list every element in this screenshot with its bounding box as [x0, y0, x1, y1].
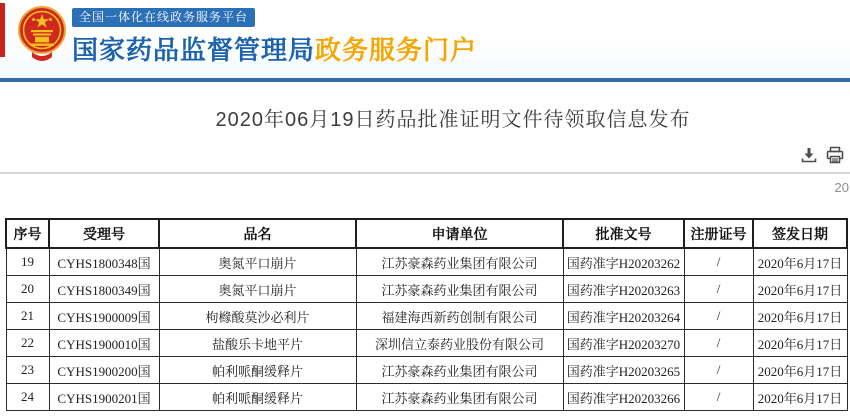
table-cell: 2020年6月17日 [753, 276, 847, 303]
banner-text [72, 8, 477, 67]
table-cell: 帕利哌酮缓释片 [159, 357, 356, 384]
table-cell: 22 [6, 330, 49, 357]
table-cell: 国药准字H20203266 [563, 384, 684, 411]
table-cell: 2020年6月17日 [753, 384, 847, 411]
site-header [0, 0, 850, 82]
table-cell: 国药准字H20203265 [563, 357, 684, 384]
table-cell: 江苏豪森药业集团有限公司 [356, 357, 563, 384]
table-cell: / [684, 384, 753, 411]
table-cell: 2020年6月17日 [753, 357, 847, 384]
table-cell: CYHS1900009国 [49, 303, 159, 330]
portal-name: 政务服务门户 [315, 35, 478, 65]
col-header-acceptance-no: 受理号 [49, 219, 159, 248]
table-row [6, 303, 847, 330]
table-cell: 奥氮平口崩片 [159, 248, 356, 276]
table-row [6, 248, 847, 276]
table-cell: 国药准字H20203270 [563, 330, 684, 357]
left-edge-red-strip [0, 3, 5, 57]
table-cell: / [684, 357, 753, 384]
table-cell: 2020年6月17日 [753, 303, 847, 330]
print-button[interactable] [826, 146, 844, 164]
col-header-applicant: 申请单位 [356, 219, 563, 248]
site-title [72, 30, 477, 67]
approvals-table [5, 218, 848, 411]
table-cell: 江苏豪森药业集团有限公司 [356, 276, 563, 303]
org-name: 国家药品监督管理局 [72, 35, 316, 65]
divider [0, 172, 850, 174]
national-emblem-icon [18, 2, 66, 64]
table-body [6, 248, 847, 411]
table-cell: 国药准字H20203264 [563, 303, 684, 330]
col-header-seq: 序号 [6, 219, 49, 248]
publish-date-clipped: 20 [834, 180, 849, 195]
table-cell: 21 [6, 303, 49, 330]
table-cell: 奥氮平口崩片 [159, 276, 356, 303]
table-cell: 深圳信立泰药业股份有限公司 [356, 330, 563, 357]
table-cell: / [684, 248, 753, 276]
table-cell: CYHS1800348国 [49, 248, 159, 276]
table-cell: / [684, 303, 753, 330]
print-icon [826, 146, 844, 164]
table-cell: 24 [6, 384, 49, 411]
table-cell: CYHS1900200国 [49, 357, 159, 384]
table-cell: / [684, 276, 753, 303]
table-cell: 19 [6, 248, 49, 276]
table-cell: 江苏豪森药业集团有限公司 [356, 248, 563, 276]
table-cell: 福建海西新药创制有限公司 [356, 303, 563, 330]
table-row [6, 330, 847, 357]
col-header-issue-date: 签发日期 [753, 219, 847, 248]
table-cell: 盐酸乐卡地平片 [159, 330, 356, 357]
table-cell: 2020年6月17日 [753, 248, 847, 276]
table-row [6, 357, 847, 384]
download-button[interactable] [800, 146, 818, 164]
download-icon [800, 146, 818, 164]
table-cell: CYHS1800349国 [49, 276, 159, 303]
table-row [6, 276, 847, 303]
col-header-registration-no: 注册证号 [684, 219, 753, 248]
col-header-approval-no: 批准文号 [563, 219, 684, 248]
table-cell: 23 [6, 357, 49, 384]
platform-badge: 全国一体化在线政务服务平台 [72, 8, 255, 27]
table-cell: 国药准字H20203262 [563, 248, 684, 276]
table-cell: 20 [6, 276, 49, 303]
table-cell: 江苏豪森药业集团有限公司 [356, 384, 563, 411]
table-row [6, 384, 847, 411]
table-cell: 2020年6月17日 [753, 330, 847, 357]
table-header-row [6, 219, 847, 248]
table-cell: CYHS1900201国 [49, 384, 159, 411]
table-cell: / [684, 330, 753, 357]
table-cell: 国药准字H20203263 [563, 276, 684, 303]
table-cell: 枸橼酸莫沙必利片 [159, 303, 356, 330]
toolbar [800, 146, 844, 164]
page-title: 2020年06月19日药品批准证明文件待领取信息发布 [215, 109, 691, 131]
table-cell: 帕利哌酮缓释片 [159, 384, 356, 411]
col-header-product-name: 品名 [159, 219, 356, 248]
table-cell: CYHS1900010国 [49, 330, 159, 357]
